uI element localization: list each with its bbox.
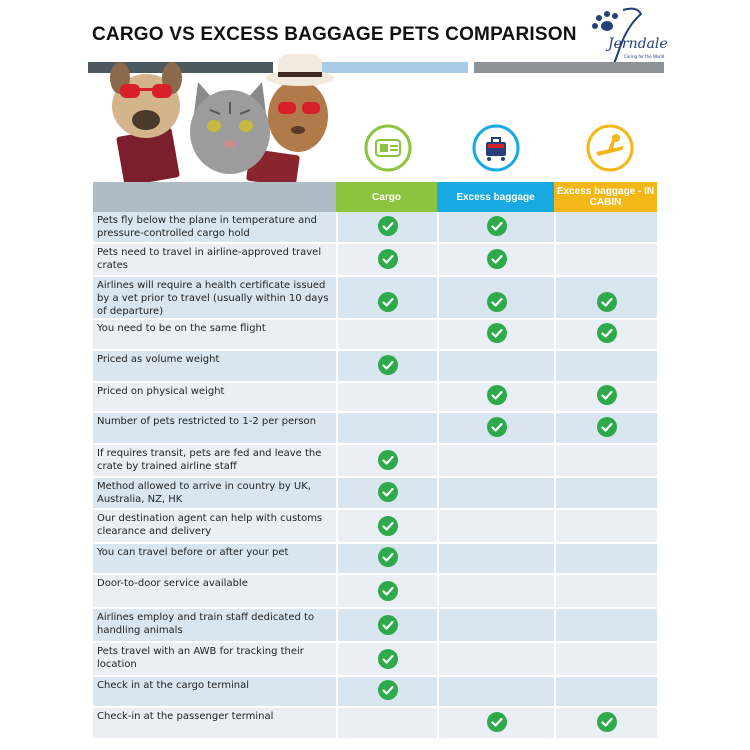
cargo-cell [336, 609, 437, 643]
cabin-cell [554, 575, 657, 609]
cargo-cell [336, 383, 437, 413]
check-icon [378, 615, 398, 635]
cabin-cell [554, 478, 657, 510]
cargo-cell [336, 413, 437, 445]
check-icon [597, 292, 617, 312]
excess-cell [437, 544, 554, 575]
cabin-cell [554, 277, 657, 320]
page-title: CARGO VS EXCESS BAGGAGE PETS COMPARISON [92, 24, 577, 45]
cargo-cell [336, 212, 437, 244]
excess-cell [437, 643, 554, 677]
table-row [93, 510, 657, 544]
pets-illustration [98, 40, 338, 184]
excess-cell [437, 383, 554, 413]
cabin-cell [554, 413, 657, 445]
excess-cell [437, 413, 554, 445]
table-row [93, 544, 657, 575]
table-row [93, 677, 657, 708]
check-icon [378, 216, 398, 236]
feature-label: Our destination agent can help with customs clearance and delivery [93, 510, 336, 544]
table-row [93, 413, 657, 445]
in-cabin-column-header: Excess baggage - IN CABIN [554, 182, 657, 212]
table-row [93, 609, 657, 643]
cargo-cell [336, 575, 437, 609]
cargo-column-header: Cargo [336, 182, 437, 212]
cabin-cell [554, 609, 657, 643]
cargo-cell [336, 677, 437, 708]
excess-cell [437, 510, 554, 544]
check-icon [597, 417, 617, 437]
cargo-cell [336, 244, 437, 277]
cargo-cell [336, 277, 437, 320]
check-icon [378, 516, 398, 536]
check-icon [378, 482, 398, 502]
header-bar-grey [474, 62, 664, 73]
feature-column-header [93, 182, 336, 212]
cargo-cell [336, 320, 437, 351]
feature-label: Number of pets restricted to 1-2 per person [93, 413, 336, 445]
cabin-cell [554, 244, 657, 277]
luggage-trolley-icon [472, 124, 520, 172]
cabin-cell [554, 510, 657, 544]
table-row [93, 351, 657, 383]
excess-cell [437, 708, 554, 740]
cabin-plane-icon [586, 124, 634, 172]
excess-cell [437, 609, 554, 643]
check-icon [597, 323, 617, 343]
table-row [93, 212, 657, 244]
check-icon [487, 323, 507, 343]
cabin-cell [554, 445, 657, 478]
feature-label: Check in at the cargo terminal [93, 677, 336, 708]
cargo-cell [336, 351, 437, 383]
check-icon [597, 385, 617, 405]
feature-label: Pets fly below the plane in temperature and pressure-controlled cargo hold [93, 212, 336, 244]
cargo-cell [336, 445, 437, 478]
excess-cell [437, 677, 554, 708]
excess-cell [437, 351, 554, 383]
cabin-cell [554, 708, 657, 740]
table-row [93, 383, 657, 413]
feature-label: Airlines employ and train staff dedicated to handling animals [93, 609, 336, 643]
feature-label: Method allowed to arrive in country by UK, Australia, NZ, HK [93, 478, 336, 510]
feature-label: Check-in at the passenger terminal [93, 708, 336, 740]
check-icon [487, 292, 507, 312]
check-icon [378, 547, 398, 567]
feature-label: Pets need to travel in airline-approved travel crates [93, 244, 336, 277]
table-row [93, 478, 657, 510]
check-icon [487, 712, 507, 732]
check-icon [487, 249, 507, 269]
excess-baggage-column-header: Excess baggage [437, 182, 554, 212]
feature-label: If requires transit, pets are fed and leave the crate by trained airline staff [93, 445, 336, 478]
check-icon [378, 581, 398, 601]
table-row [93, 445, 657, 478]
cargo-cell [336, 478, 437, 510]
check-icon [487, 417, 507, 437]
table-row [93, 320, 657, 351]
feature-label: Airlines will require a health certificate issued by a vet prior to travel (usually within 10 days of departure) [93, 277, 336, 320]
cabin-cell [554, 212, 657, 244]
check-icon [378, 355, 398, 375]
excess-cell [437, 478, 554, 510]
comparison-table [93, 182, 657, 740]
excess-cell [437, 445, 554, 478]
table-header-row [93, 182, 657, 212]
table-row [93, 277, 657, 320]
feature-label: Door-to-door service available [93, 575, 336, 609]
cargo-cell [336, 708, 437, 740]
table-row [93, 708, 657, 740]
cargo-cell [336, 510, 437, 544]
check-icon [597, 712, 617, 732]
cabin-cell [554, 643, 657, 677]
cargo-cell [336, 544, 437, 575]
feature-label: You need to be on the same flight [93, 320, 336, 351]
logo-text: Jerndale [608, 36, 668, 52]
check-icon [378, 680, 398, 700]
excess-cell [437, 212, 554, 244]
excess-cell [437, 244, 554, 277]
check-icon [378, 292, 398, 312]
feature-label: Pets travel with an AWB for tracking their location [93, 643, 336, 677]
check-icon [378, 249, 398, 269]
cabin-cell [554, 544, 657, 575]
logo-subtitle: Caring for the World [624, 54, 665, 59]
cabin-cell [554, 320, 657, 351]
check-icon [378, 649, 398, 669]
table-row [93, 575, 657, 609]
excess-cell [437, 320, 554, 351]
plane-cargo-icon [364, 124, 412, 172]
check-icon [487, 216, 507, 236]
check-icon [487, 385, 507, 405]
cabin-cell [554, 677, 657, 708]
table-row [93, 643, 657, 677]
check-icon [378, 450, 398, 470]
table-row [93, 244, 657, 277]
excess-cell [437, 575, 554, 609]
feature-label: Priced as volume weight [93, 351, 336, 383]
cabin-cell [554, 383, 657, 413]
cargo-cell [336, 643, 437, 677]
excess-cell [437, 277, 554, 320]
feature-label: You can travel before or after your pet [93, 544, 336, 575]
feature-label: Priced on physical weight [93, 383, 336, 413]
cabin-cell [554, 351, 657, 383]
